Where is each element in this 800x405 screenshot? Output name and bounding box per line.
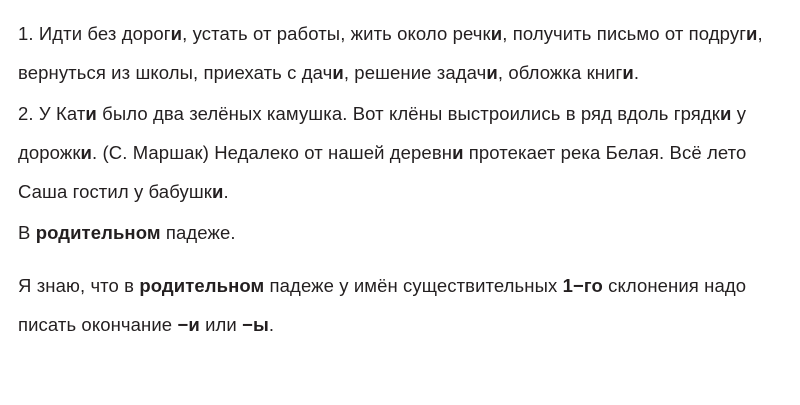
highlighted-text: и bbox=[746, 23, 758, 44]
body-text: Я знаю, что в bbox=[18, 275, 140, 296]
paragraph-task-1 bbox=[18, 14, 778, 92]
highlighted-text: и bbox=[170, 23, 183, 44]
highlighted-text: и bbox=[720, 103, 732, 124]
body-text: . bbox=[223, 181, 229, 202]
highlighted-text: и bbox=[85, 103, 97, 124]
paragraph-number: 2. bbox=[18, 103, 34, 124]
body-text: падеже у имён существительных bbox=[264, 275, 563, 296]
paragraph-answer-rule bbox=[18, 266, 778, 344]
body-text: , вернуться из школы, приехать с дач bbox=[18, 23, 763, 83]
highlighted-text: родительном bbox=[35, 222, 161, 243]
body-text: у дорожк bbox=[18, 103, 747, 163]
body-text: Идти без дорог bbox=[33, 23, 171, 44]
paragraph-task-2 bbox=[18, 94, 778, 211]
body-text: У Кат bbox=[33, 103, 86, 124]
highlighted-text: и bbox=[80, 142, 93, 163]
body-text: протекает река Белая. Всё лето Саша гостил у бабушк bbox=[18, 142, 747, 202]
highlighted-text: −и bbox=[177, 314, 200, 335]
highlighted-text: и bbox=[486, 62, 498, 83]
body-text: , решение задач bbox=[343, 62, 487, 83]
paragraph-number: 1. bbox=[18, 23, 34, 44]
body-text: В bbox=[18, 222, 36, 243]
body-text: падеже. bbox=[160, 222, 236, 243]
body-text: . (С. Маршак) Недалеко от нашей деревн bbox=[92, 142, 453, 163]
body-text: , обложка книг bbox=[497, 62, 623, 83]
body-text: . bbox=[268, 314, 275, 335]
body-text: , устать от работы, жить около речк bbox=[182, 23, 491, 44]
body-text: было два зелёных камушка. Вот клёны выстроились в ряд вдоль грядк bbox=[96, 103, 721, 124]
highlighted-text: родительном bbox=[139, 275, 265, 296]
highlighted-text: и bbox=[332, 62, 344, 83]
paragraph-answer-case bbox=[18, 213, 778, 252]
highlighted-text: и bbox=[211, 181, 224, 202]
highlighted-text: 1−го bbox=[562, 275, 603, 296]
body-text: , получить письмо от подруг bbox=[502, 23, 747, 44]
highlighted-text: и bbox=[452, 142, 464, 163]
highlighted-text: и bbox=[622, 62, 634, 83]
highlighted-text: и bbox=[490, 23, 503, 44]
body-text: . bbox=[633, 62, 640, 83]
body-text: или bbox=[199, 314, 243, 335]
body-text: склонения надо писать окончание bbox=[18, 275, 747, 335]
highlighted-text: −ы bbox=[242, 314, 269, 335]
